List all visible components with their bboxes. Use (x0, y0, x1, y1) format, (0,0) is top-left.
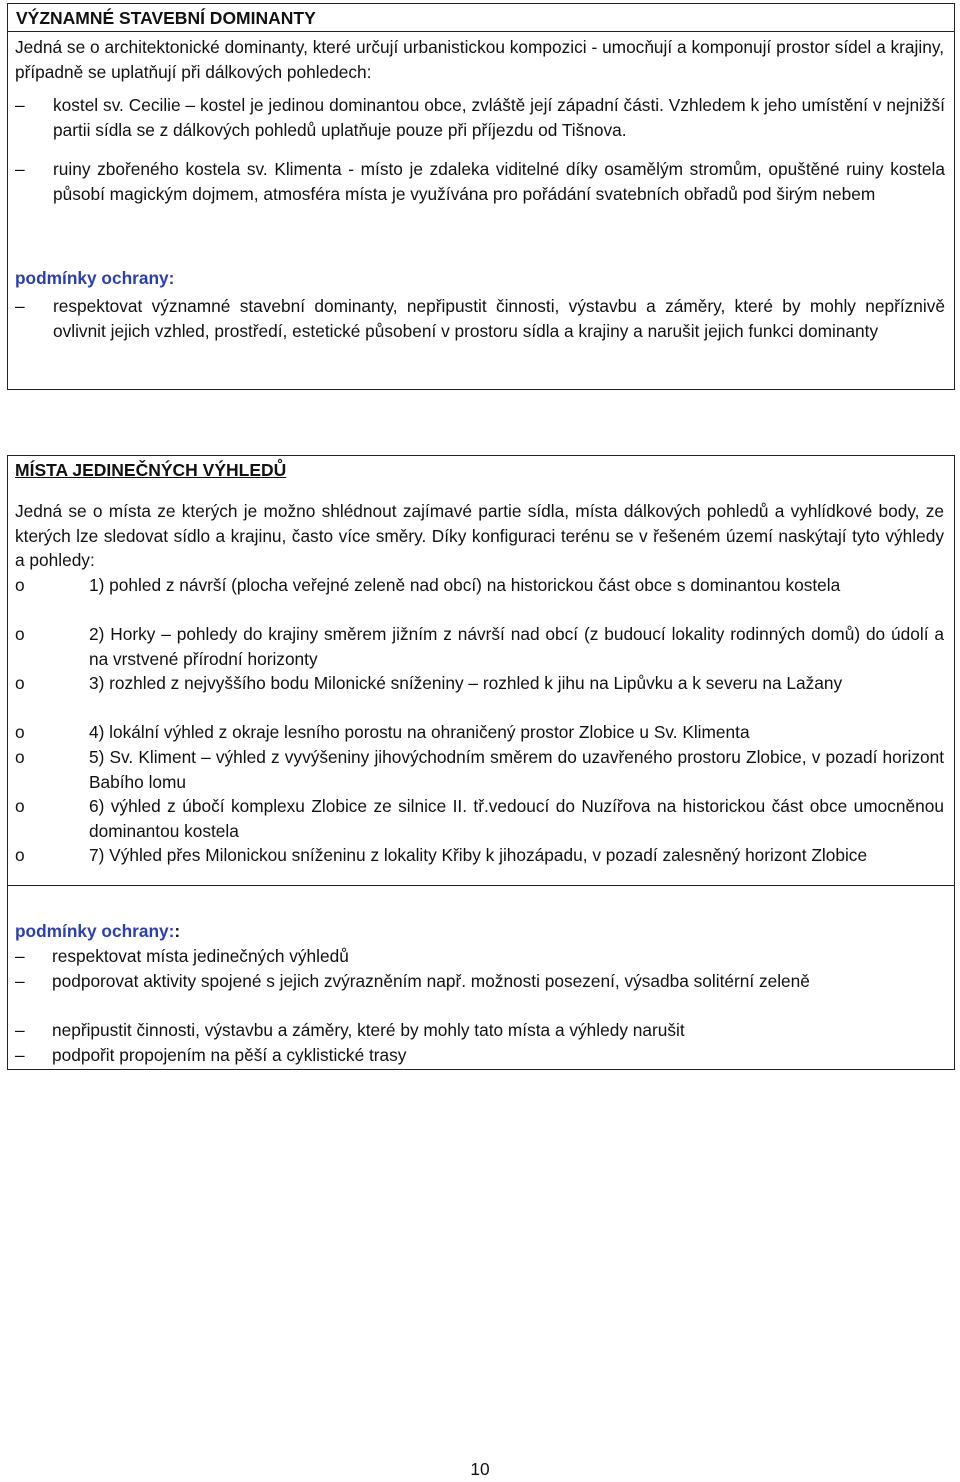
condition-text: respektovat místa jedinečných výhledů (52, 946, 349, 966)
view-text: 1) pohled z návrší (plocha veřejné zeleně nad obcí) na historickou část obce s dominantou kostela (89, 575, 841, 595)
view-text: 5) Sv. Kliment – výhled z vyvýšeniny jihovýchodním směrem do uzavřeného prostoru Zlobice, v pozadí horizont Babího lomu (89, 747, 944, 792)
page-number: 10 (470, 1459, 490, 1479)
dash-marker: – (15, 1045, 25, 1065)
condition-text: podporovat aktivity spojené s jejich zvýrazněním např. možnosti posezení, výsadba solitérní zeleně (52, 971, 810, 991)
bullet-marker: o (15, 575, 25, 595)
bullet-marker: o (15, 722, 25, 742)
condition-text: podpořit propojením na pěší a cyklistické trasy (52, 1045, 407, 1065)
section1-title: VÝZNAMNÉ STAVEBNÍ DOMINANTY (16, 8, 316, 28)
dominanta-text: kostel sv. Cecilie – kostel je jedinou dominantou obce, zvláště její západní části. Vzhledem k jeho umístění v nejnižší partii sídla se z dálkových pohledů uplatňuje pouze při příjezdu od Tišnova. (53, 95, 945, 140)
section2-title: MÍSTA JEDINEČNÝCH VÝHLEDŮ (15, 460, 287, 480)
dash-marker: – (15, 971, 25, 991)
dash-marker: – (15, 296, 25, 316)
bullet-marker: o (15, 624, 25, 644)
dash-marker: – (15, 1020, 25, 1040)
bullet-marker: o (15, 673, 25, 693)
bullet-marker: o (15, 796, 25, 816)
section2-conditions-label (15, 919, 180, 944)
dash-marker: – (15, 95, 25, 115)
view-text: 7) Výhled přes Milonickou sníženinu z lokality Křiby k jihozápadu, v pozadí zalesněný horizont Zlobice (89, 845, 868, 865)
dash-marker: – (15, 946, 25, 966)
section1-intro: Jedná se o architektonické dominanty, které určují urbanistickou kompozici - umocňují a komponují prostor sídel a krajiny, případně se uplatňují při dálkových pohledech: (15, 37, 944, 82)
bullet-marker: o (15, 845, 25, 865)
conditions-label-text: podmínky ochrany: (15, 921, 175, 941)
view-text: 2) Horky – pohledy do krajiny směrem jižním z návrší nad obcí (z budoucí lokality rodinných domů) do údolí a na vrstvené přírodní horizonty (89, 624, 944, 669)
title-bar (8, 4, 954, 32)
view-text: 3) rozhled z nejvyššího bodu Milonické sníženiny – rozhled k jihu na Lipůvku a k severu na Lažany (89, 673, 843, 693)
dominanta-text: ruiny zbořeného kostela sv. Klimenta - místo je zdaleka viditelné díky osamělým stromům, opuštěné ruiny kostela působí magickým dojmem, atmosféra místa je využívána pro pořádání svatebních obřadů pod širým nebem (53, 159, 945, 204)
bullet-marker: o (15, 747, 25, 767)
section2-intro: Jedná se o místa ze kterých je možno shlédnout zajímavé partie sídla, místa dálkových pohledů a vyhlídkové body, ze kterých lze sledovat sídlo a krajinu, často více směry. Díky konfiguraci terénu se v řešeném území naskýtají tyto výhledy a pohledy: (15, 501, 944, 570)
condition-text: nepřipustit činnosti, výstavbu a záměry, které by mohly tato místa a výhledy narušit (52, 1020, 685, 1040)
view-text: 6) výhled z úbočí komplexu Zlobice ze silnice II. tř.vedoucí do Nuzířova na historickou část obce umocněnou dominantou kostela (89, 796, 944, 841)
view-text: 4) lokální výhled z okraje lesního porostu na ohraničený prostor Zlobice u Sv. Klimenta (89, 722, 750, 742)
section1-conditions-label: podmínky ochrany: (15, 268, 175, 288)
conditions-label-colon: : (174, 921, 181, 941)
dash-marker: – (15, 159, 25, 179)
condition-text: respektovat významné stavební dominanty, nepřipustit činnosti, výstavbu a záměry, které by mohly nepříznivě ovlivnit jejich vzhled, prostředí, estetické působení v prostoru sídla a krajiny a narušit jejich funkci dominanty (53, 296, 945, 341)
